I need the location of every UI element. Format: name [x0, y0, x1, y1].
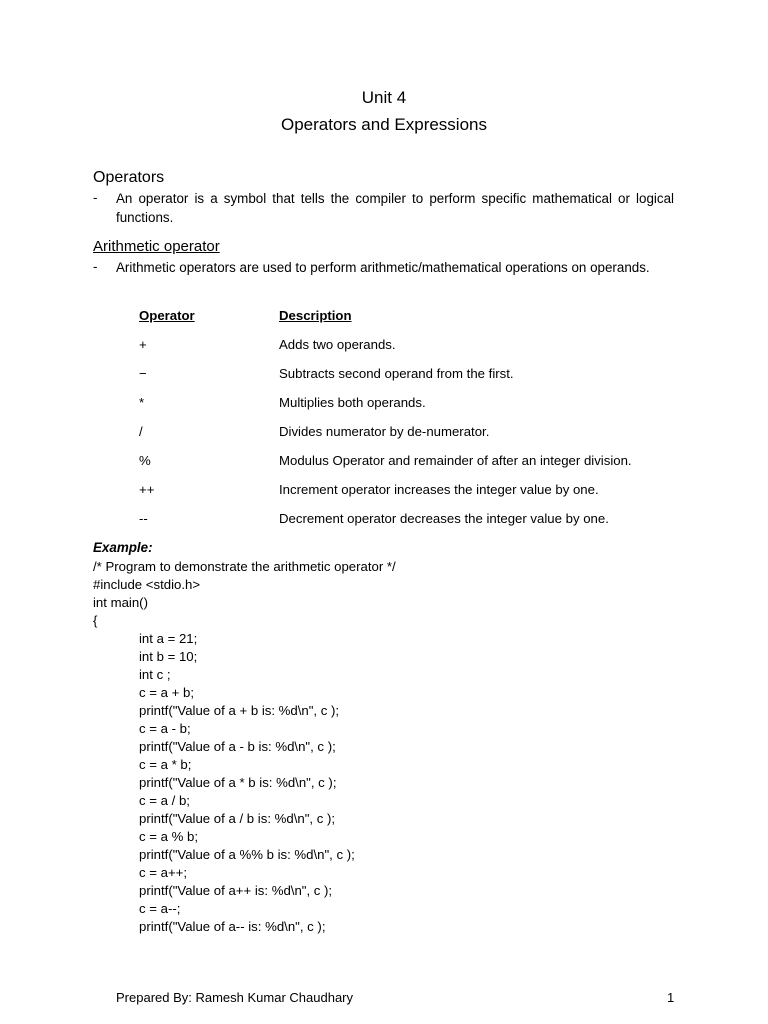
table-cell-operator: +	[139, 337, 147, 352]
table-cell-description: Increment operator increases the integer value by one.	[279, 482, 599, 497]
code-line: int a = 21;	[139, 631, 198, 646]
table-cell-operator: ++	[139, 482, 155, 497]
table-cell-description: Modulus Operator and remainder of after an integer division.	[279, 453, 632, 468]
section-heading-operators: Operators	[93, 169, 165, 186]
table-cell-description: Adds two operands.	[279, 337, 396, 352]
code-line: c = a + b;	[139, 685, 194, 700]
bullet-marker: -	[93, 259, 98, 274]
table-cell-description: Subtracts second operand from the first.	[279, 366, 514, 381]
arithmetic-definition: Arithmetic operators are used to perform arithmetic/mathematical operations on operands.	[116, 260, 650, 275]
code-line: int main()	[93, 595, 148, 610]
code-line: printf("Value of a / b is: %d\n", c );	[139, 811, 336, 826]
table-cell-operator: −	[139, 366, 147, 381]
table-cell-operator: %	[139, 453, 151, 468]
table-cell-operator: /	[139, 424, 143, 439]
page-subtitle: Operators and Expressions	[281, 115, 487, 134]
code-line: {	[93, 613, 98, 628]
footer-page-number: 1	[667, 990, 675, 1005]
section-heading-arithmetic: Arithmetic operator	[93, 238, 220, 255]
code-line: #include <stdio.h>	[93, 577, 201, 592]
bullet-marker: -	[93, 190, 98, 205]
code-line: c = a / b;	[139, 793, 190, 808]
table-cell-description: Multiplies both operands.	[279, 395, 426, 410]
code-line: c = a * b;	[139, 757, 192, 772]
code-line: printf("Value of a-- is: %d\n", c );	[139, 919, 326, 934]
example-label: Example:	[93, 540, 153, 555]
footer-prepared-by: Prepared By: Ramesh Kumar Chaudhary	[116, 990, 354, 1005]
code-line: int b = 10;	[139, 649, 198, 664]
code-line: printf("Value of a * b is: %d\n", c );	[139, 775, 337, 790]
table-cell-description: Divides numerator by de-numerator.	[279, 424, 490, 439]
table-cell-operator: *	[139, 395, 145, 410]
operators-definition: An operator is a symbol that tells the compiler to perform specific mathematical or logical functions.	[116, 191, 674, 225]
code-line: c = a--;	[139, 901, 181, 916]
code-line: printf("Value of a + b is: %d\n", c );	[139, 703, 340, 718]
code-line: c = a - b;	[139, 721, 191, 736]
table-header-description: Description	[279, 308, 352, 323]
code-line: c = a++;	[139, 865, 188, 880]
code-line: /* Program to demonstrate the arithmetic operator */	[93, 559, 396, 574]
table-cell-operator: --	[139, 511, 148, 526]
table-header-operator: Operator	[139, 308, 195, 323]
unit-title: Unit 4	[361, 88, 407, 107]
code-line: printf("Value of a++ is: %d\n", c );	[139, 883, 333, 898]
code-line: c = a % b;	[139, 829, 199, 844]
code-line: int c ;	[139, 667, 171, 682]
table-cell-description: Decrement operator decreases the integer value by one.	[279, 511, 609, 526]
code-line: printf("Value of a - b is: %d\n", c );	[139, 739, 336, 754]
code-line: printf("Value of a %% b is: %d\n", c );	[139, 847, 355, 862]
